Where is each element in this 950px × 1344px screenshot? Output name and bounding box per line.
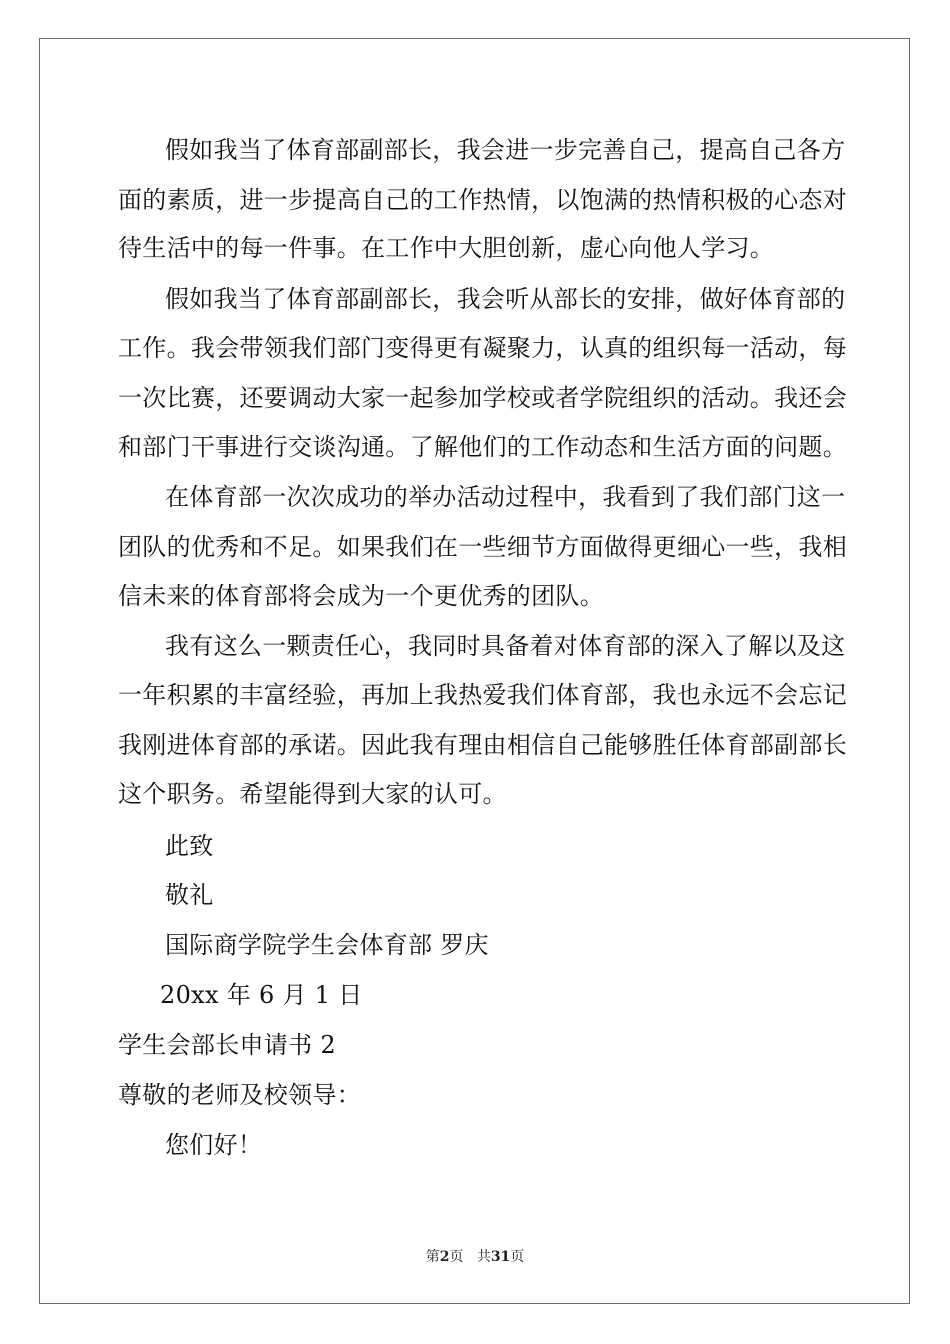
paragraph-4-line-2: 一年积累的丰富经验，再加上我热爱我们体育部，我也永远不会忘记 bbox=[118, 681, 847, 709]
paragraph-2-line-1: 假如我当了体育部副部长，我会听从部长的安排，做好体育部的 bbox=[165, 285, 846, 313]
footer-page-number: 2 bbox=[439, 1249, 450, 1265]
closing-signature: 国际商学院学生会体育部 罗庆 bbox=[165, 931, 489, 959]
paragraph-2-line-2: 工作。我会带领我们部门变得更有凝聚力，认真的组织每一活动，每 bbox=[118, 334, 847, 362]
closing-respect: 敬礼 bbox=[165, 881, 214, 909]
paragraph-2-line-3: 一次比赛，还要调动大家一起参加学校或者学院组织的活动。我还会 bbox=[118, 384, 847, 412]
paragraph-2-line-4: 和部门干事进行交谈沟通。了解他们的工作动态和生活方面的问题。 bbox=[118, 433, 847, 461]
footer-total-pages: 31 bbox=[490, 1249, 511, 1265]
next-letter-addressee: 尊敬的老师及校领导： bbox=[118, 1081, 361, 1109]
paragraph-3-line-3: 信未来的体育部将会成为一个更优秀的团队。 bbox=[118, 582, 604, 610]
paragraph-1-line-1: 假如我当了体育部副部长，我会进一步完善自己，提高自己各方 bbox=[165, 136, 846, 164]
footer-page-prefix: 第 bbox=[425, 1249, 440, 1265]
footer-total-suffix: 页 bbox=[510, 1249, 525, 1265]
closing-date: 20xx 年 6 月 1 日 bbox=[160, 981, 363, 1009]
paragraph-3-line-2: 团队的优秀和不足。如果我们在一些细节方面做得更细心一些，我相 bbox=[118, 533, 847, 561]
next-letter-greeting: 您们好！ bbox=[165, 1131, 263, 1159]
next-letter-title: 学生会部长申请书 2 bbox=[118, 1031, 336, 1059]
footer-page-suffix: 页 bbox=[449, 1249, 464, 1265]
page-footer bbox=[0, 1248, 950, 1266]
footer-total-prefix: 共 bbox=[476, 1249, 491, 1265]
page-border bbox=[39, 38, 910, 1304]
paragraph-1-line-3: 待生活中的每一件事。在工作中大胆创新，虚心向他人学习。 bbox=[118, 234, 775, 262]
closing-salutation: 此致 bbox=[165, 832, 214, 860]
paragraph-3-line-1: 在体育部一次次成功的举办活动过程中，我看到了我们部门这一 bbox=[165, 483, 846, 511]
paragraph-4-line-1: 我有这么一颗责任心，我同时具备着对体育部的深入了解以及这 bbox=[165, 632, 846, 660]
paragraph-4-line-3: 我刚进体育部的承诺。因此我有理由相信自己能够胜任体育部副部长 bbox=[118, 731, 847, 759]
paragraph-4-line-4: 这个职务。希望能得到大家的认可。 bbox=[118, 780, 507, 808]
paragraph-1-line-2: 面的素质，进一步提高自己的工作热情，以饱满的热情积极的心态对 bbox=[118, 186, 847, 214]
